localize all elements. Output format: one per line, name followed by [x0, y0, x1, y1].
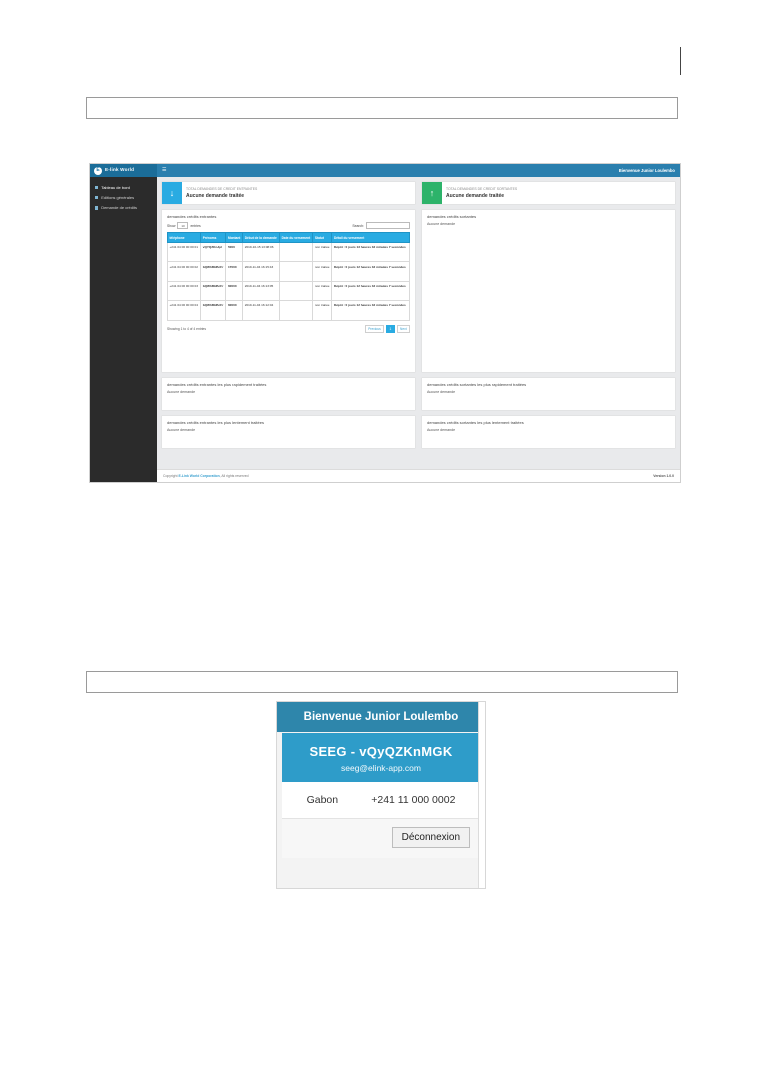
cell-detail: Dépôt : 0 jours 13 heures 32 minutes 7 secondes: [332, 243, 410, 262]
cell-statut: non traitée: [313, 301, 332, 320]
cell-prenoms: bQWhBHBcFr: [201, 301, 226, 320]
entries-control: [167, 222, 201, 229]
top-navbar: [90, 164, 680, 177]
popup-right-edge: [478, 702, 485, 888]
panel-outgoing-credit-requests: [422, 210, 675, 372]
text-cursor: [680, 47, 681, 75]
cell-versement: [280, 301, 313, 320]
panel-fastest-incoming: [162, 378, 415, 410]
hamburger-icon[interactable]: ☰: [162, 167, 167, 174]
panel-empty-text: Aucune demande: [167, 428, 196, 433]
entries-select[interactable]: 10: [177, 222, 188, 229]
cell-montant: 60000: [226, 301, 243, 320]
cell-debut: 2019-11-04 16:12:04: [243, 301, 280, 320]
sidebar-item-label: Tableau de bord: [101, 184, 130, 190]
account-name: SEEG - vQyQZKnMGK: [309, 744, 453, 759]
copyright-prefix: Copyright: [163, 473, 179, 478]
dashboard-screenshot: [89, 163, 681, 483]
brand-label: E-link World: [105, 167, 135, 173]
cell-detail: Dépôt : 0 jours 12 heures 32 minutes 7 secondes: [332, 301, 410, 320]
panel-empty-text: Aucune demande: [427, 222, 456, 227]
cell-telephone: +241 04 00 00 00 03: [168, 281, 201, 300]
entries-label: entries: [190, 223, 201, 228]
user-menu-label[interactable]: Bienvenue Junior Loulembo: [618, 167, 675, 173]
footer-link[interactable]: E-Link World Corporation: [178, 473, 220, 478]
arrow-up-icon: ↑: [422, 182, 442, 204]
brand-area[interactable]: [90, 164, 157, 177]
panels-row: [162, 210, 675, 448]
footer: [157, 469, 680, 482]
document-separator-middle: [86, 671, 678, 693]
cell-telephone: +241 04 00 00 00 04: [168, 301, 201, 320]
kpi-card-incoming: [162, 182, 415, 204]
pagination: [365, 325, 410, 334]
show-label: Show: [167, 223, 176, 228]
pagination-page-1[interactable]: 1: [386, 325, 395, 334]
account-phone: +241 11 000 0002: [371, 794, 456, 806]
cell-detail: Dépôt : 0 jours 12 heures 32 minutes 7 secondes: [332, 281, 410, 300]
cell-prenoms: vQYQZKnJpl: [201, 243, 226, 262]
panel-incoming-credit-requests: [162, 210, 415, 372]
search-input[interactable]: [366, 222, 410, 229]
cell-detail: Dépôt : 0 jours 12 heures 32 minutes 7 secondes: [332, 262, 410, 281]
search-label: Search:: [352, 223, 364, 228]
main-content: [157, 177, 680, 482]
search-control: [352, 222, 410, 229]
column-header-prenoms[interactable]: Prénoms: [201, 233, 226, 243]
sidebar: [90, 177, 157, 482]
cell-statut: non traitée: [313, 262, 332, 281]
kpi-value: Aucune demande traitée: [186, 192, 245, 199]
table-footer: [167, 325, 410, 334]
cell-prenoms: bQWhBHBcFr: [201, 262, 226, 281]
column-header-statut[interactable]: Statut: [313, 233, 332, 243]
account-card: [282, 733, 480, 858]
cell-debut: 2019-11-04 16:13:05: [243, 281, 280, 300]
table-row[interactable]: [168, 281, 410, 300]
cell-debut: 2019-10-15 13:08:06: [243, 243, 280, 262]
panel-empty-text: Aucune demande: [427, 390, 456, 395]
logout-button[interactable]: Déconnexion: [392, 827, 470, 848]
column-header-date-versement[interactable]: Date du versement: [280, 233, 313, 243]
table-row[interactable]: [168, 301, 410, 320]
dashboard-icon: [95, 186, 98, 189]
cell-telephone: +241 04 00 00 00 02: [168, 262, 201, 281]
column-header-montant[interactable]: Montant: [226, 233, 243, 243]
account-country: Gabon: [306, 794, 339, 806]
cell-montant: 17000: [226, 262, 243, 281]
cell-versement: [280, 243, 313, 262]
table-controls: [167, 222, 410, 229]
panel-title: demandes crédits sortantes les plus rapidement traitées: [427, 382, 527, 387]
panel-empty-text: Aucune demande: [167, 390, 196, 395]
cell-prenoms: bQWhBHBcFr: [201, 281, 226, 300]
cell-debut: 2019-11-04 16:15:43: [243, 262, 280, 281]
sidebar-item-label: Demande de crédits: [101, 205, 137, 211]
kpi-value: Aucune demande traitée: [446, 192, 505, 199]
account-actions: [282, 819, 480, 858]
account-details-row: [282, 782, 480, 819]
cell-statut: non traitée: [313, 243, 332, 262]
mobile-header-title: Bienvenue Junior Loulembo: [277, 702, 485, 732]
cell-statut: non traitée: [313, 281, 332, 300]
cell-montant: 60000: [226, 281, 243, 300]
mobile-account-screenshot: [277, 702, 485, 888]
account-email: seeg@elink-app.com: [341, 763, 421, 773]
column-header-detail[interactable]: Détail du versement: [332, 233, 410, 243]
pagination-previous[interactable]: Previous: [365, 325, 384, 334]
document-separator-top: [86, 97, 678, 119]
panel-title: demandes crédits sortantes: [427, 214, 477, 219]
column-header-telephone[interactable]: téléphone: [168, 233, 201, 243]
panel-fastest-outgoing: [422, 378, 675, 410]
sidebar-item-label: Editions générales: [101, 194, 135, 200]
kpi-row: [162, 182, 675, 204]
panel-slowest-outgoing: [422, 416, 675, 448]
panel-title: demandes crédits sortantes les plus lentement traitées: [427, 420, 524, 425]
cell-versement: [280, 281, 313, 300]
sidebar-item-editions-generales[interactable]: [90, 192, 157, 202]
panel-empty-text: Aucune demande: [427, 428, 456, 433]
sidebar-item-demande-de-credits[interactable]: [90, 203, 157, 213]
table-row[interactable]: [168, 243, 410, 262]
column-header-debut[interactable]: Début de la demande: [243, 233, 280, 243]
account-banner: [282, 733, 480, 782]
panel-slowest-incoming: [162, 416, 415, 448]
table-row[interactable]: [168, 262, 410, 281]
panel-title: demandes crédits entrantes les plus lentement traitées: [167, 420, 264, 425]
cell-telephone: +241 04 00 00 00 01: [168, 243, 201, 262]
entries-info: Showing 1 to 4 of 4 entries: [167, 326, 207, 331]
panel-title: demandes crédits entrantes: [167, 214, 217, 219]
credit-icon: [95, 206, 98, 209]
cell-versement: [280, 262, 313, 281]
arrow-down-icon: ↓: [162, 182, 182, 204]
pagination-next[interactable]: Next: [397, 325, 410, 334]
incoming-requests-table: [167, 232, 410, 320]
sidebar-item-tableau-de-bord[interactable]: [90, 182, 157, 192]
cell-montant: 5000: [226, 243, 243, 262]
kpi-title: TOTAL DEMANDES DE CREDIT SORTANTES: [446, 186, 518, 191]
kpi-title: TOTAL DEMANDES DE CREDIT ENTRANTES: [186, 186, 258, 191]
version-label: Version 1.0.0: [653, 473, 674, 478]
left-column: [162, 210, 415, 448]
copyright-text: [163, 474, 249, 479]
right-column: [422, 210, 675, 448]
table-header-row: [168, 233, 410, 243]
kpi-card-outgoing: [422, 182, 675, 204]
app-logo-icon: E: [94, 167, 102, 175]
document-icon: [95, 196, 98, 199]
copyright-suffix: , All rights reserved: [219, 473, 249, 478]
panel-title: demandes crédits entrantes les plus rapidement traitées: [167, 382, 267, 387]
